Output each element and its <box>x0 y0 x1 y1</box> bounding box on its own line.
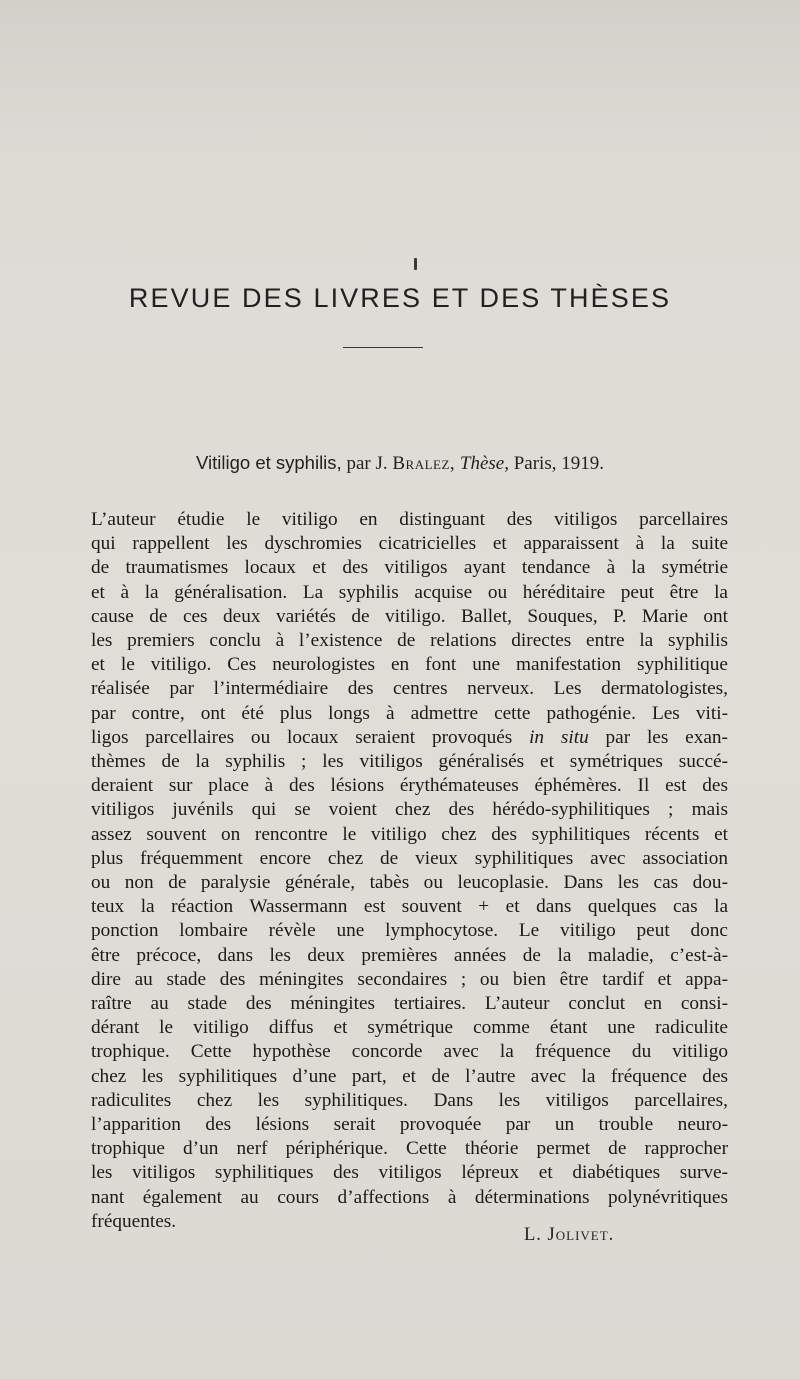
body-line-tail: par les exan- <box>605 726 728 748</box>
citation-subject: Vitiligo et syphilis, <box>196 452 342 473</box>
citation-author: Bralez, <box>392 453 456 474</box>
body-line: et à la généralisation. La syphilis acquise ou héréditaire peut être la <box>91 581 728 603</box>
body-line: nant également au cours d’affections à déterminations polynévritiques <box>91 1186 728 1208</box>
body-line: et le vitiligo. Ces neurologistes en font une manifestation syphilitique <box>91 654 728 676</box>
body-line: par contre, ont été plus longs à admettre cette pathogénie. Les viti- <box>91 702 728 724</box>
body-line: thèmes de la syphilis ; les vitiligos généralisés et symétriques succé- <box>91 751 728 773</box>
body-line-italic: in situ <box>529 726 589 748</box>
body-line: trophique. Cette hypothèse concorde avec la fréquence du vitiligo <box>91 1041 728 1063</box>
body-line-mixed <box>91 726 728 750</box>
review-body <box>91 508 728 1234</box>
body-line: être précoce, dans les deux premières années de la maladie, c’est-à- <box>91 944 728 966</box>
body-line: l’apparition des lésions serait provoquée par un trouble neuro- <box>91 1114 728 1136</box>
body-line-head: ligos parcellaires ou locaux seraient provoqués <box>91 726 513 748</box>
citation-by: par J. <box>346 453 388 474</box>
body-line: trophique d’un nerf périphérique. Cette théorie permet de rapprocher <box>91 1138 728 1160</box>
body-line: dérant le vitiligo diffus et symétrique comme étant une radiculite <box>91 1017 728 1039</box>
body-line: chez les syphilitiques d’une part, et de l’autre avec la fréquence des <box>91 1065 728 1087</box>
ink-mark <box>414 258 417 270</box>
review-citation <box>0 452 800 475</box>
section-heading: REVUE DES LIVRES ET DES THÈSES <box>128 283 672 313</box>
body-line: plus fréquemment encore chez de vieux syphilitiques avec association <box>91 847 728 869</box>
body-line: deraient sur place à des lésions érythémateuses éphémères. Il est des <box>91 775 728 797</box>
body-line: les premiers conclu à l’existence de relations directes entre la syphilis <box>91 630 728 652</box>
body-line: teux la réaction Wassermann est souvent + et dans quelques cas la <box>91 896 728 918</box>
body-line: radiculites chez les syphilitiques. Dans les vitiligos parcellaires, <box>91 1089 728 1111</box>
heading-rule <box>343 347 423 348</box>
citation-work: Thèse, <box>459 453 509 474</box>
body-line: raître au stade des méningites tertiaires. L’auteur conclut en consi- <box>91 993 728 1015</box>
body-line: ponction lombaire révèle une lymphocytose. Le vitiligo peut donc <box>91 920 728 942</box>
body-line: vitiligos juvénils qui se voient chez des hérédo-syphilitiques ; mais <box>91 799 728 821</box>
body-line: réalisée par l’intermédiaire des centres nerveux. Les dermatologistes, <box>91 678 728 700</box>
body-line: assez souvent on rencontre le vitiligo chez des syphilitiques récents et <box>91 823 728 845</box>
body-line: les vitiligos syphilitiques des vitiligos lépreux et diabétiques surve- <box>91 1162 728 1184</box>
body-line: ou non de paralysie générale, tabès ou leucoplasie. Dans les cas dou- <box>91 872 728 894</box>
reviewer-signature: L. Jolivet. <box>524 1225 615 1245</box>
body-line: cause de ces deux variétés de vitiligo. Ballet, Souques, P. Marie ont <box>91 605 728 627</box>
citation-place-year: Paris, 1919. <box>513 453 604 474</box>
body-line: de traumatismes locaux et des vitiligos ayant tendance à la symétrie <box>91 557 728 579</box>
body-line: dire au stade des méningites secondaires ; ou bien être tardif et appa- <box>91 968 728 990</box>
body-line: fréquentes. <box>91 1210 177 1232</box>
body-line: L’auteur étudie le vitiligo en distinguant des vitiligos parcellaires <box>91 509 728 530</box>
body-line: qui rappellent les dyschromies cicatricielles et apparaissent à la suite <box>91 533 728 555</box>
